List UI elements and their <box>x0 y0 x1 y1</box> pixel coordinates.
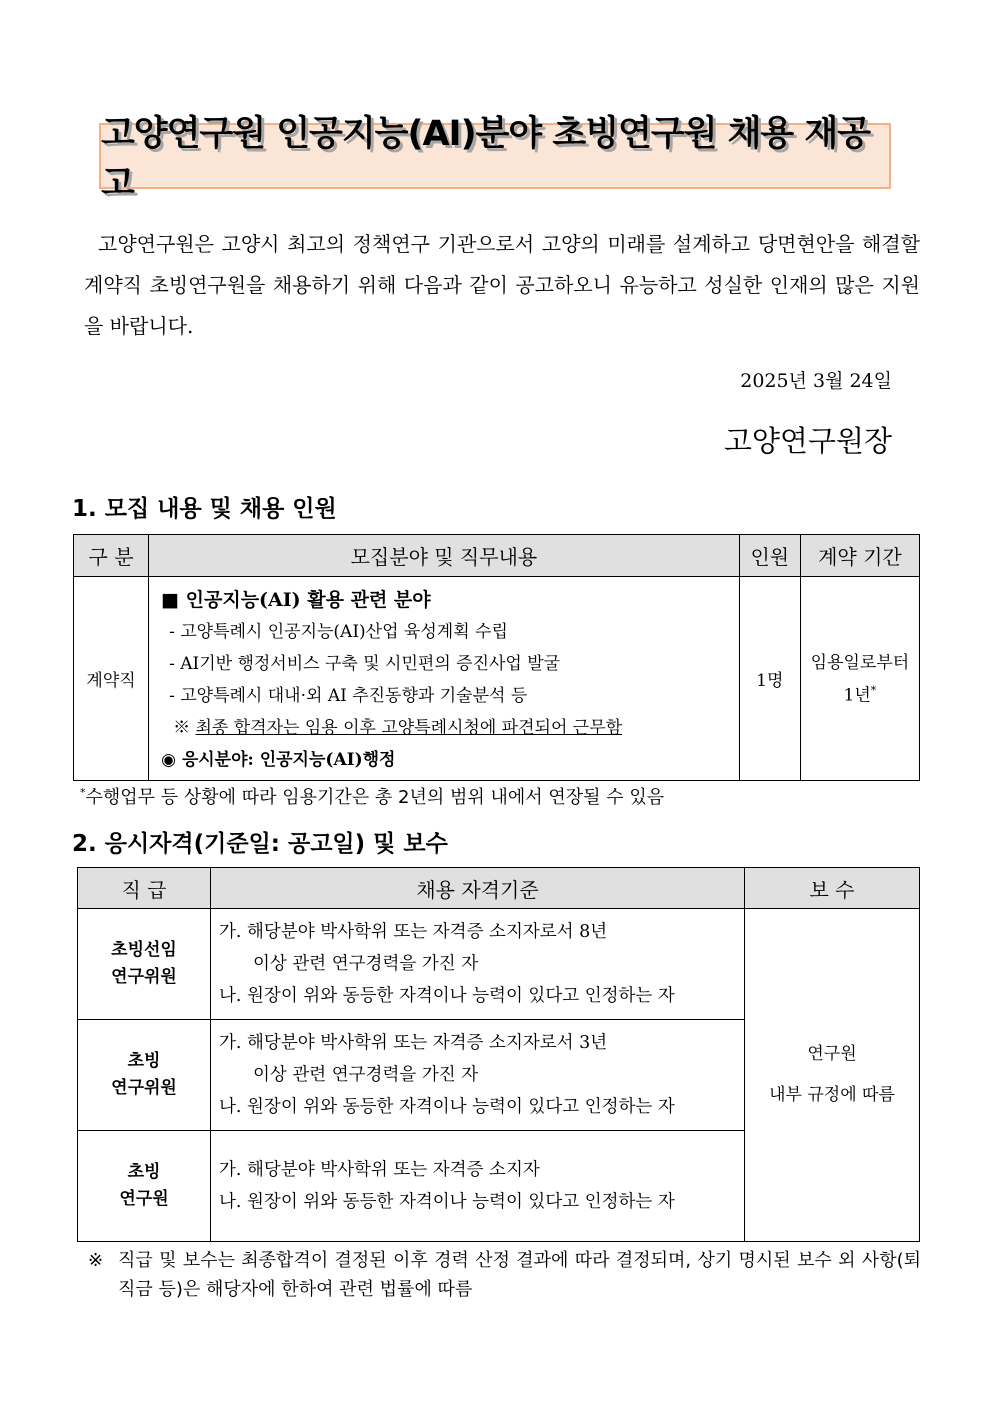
header-rank: 직 급 <box>78 868 211 909</box>
rank-cell <box>78 1131 211 1242</box>
headcount-cell: 1명 <box>739 577 800 781</box>
rank-line: 연구위원 <box>111 967 177 987</box>
pay-line: 연구원 <box>807 1044 857 1064</box>
header-category: 구 분 <box>74 535 149 577</box>
rank-line: 초빙선임 <box>111 940 177 960</box>
duty-item: - 고양특례시 대내·외 AI 추진동향과 기술분석 등 <box>169 686 528 706</box>
criteria-line: 가. 해당분야 박사학위 또는 자격증 소지자로서 8년 <box>219 922 608 942</box>
rank-cell <box>78 909 211 1020</box>
table-header-row <box>78 868 920 909</box>
footnote-mark: * <box>80 786 86 799</box>
rank-line: 초빙 <box>127 1162 161 1182</box>
header-duty: 모집분야 및 직무내용 <box>149 535 740 577</box>
rank-cell <box>78 1020 211 1131</box>
criteria-cell <box>211 909 745 1020</box>
field-title: ■ 인공지능(AI) 활용 관련 분야 <box>161 589 431 611</box>
recruitment-table <box>73 534 920 781</box>
section2-heading: 2. 응시자격(기준일: 공고일) 및 보수 <box>72 831 448 857</box>
intro-text: 고양연구원은 고양시 최고의 정책연구 기관으로서 고양의 미래를 설계하고 당면현안을 해결할 계약직 초빙연구원을 채용하기 위해 다음과 같이 공고하오니 유능하고 성실한 인재의 많은 지원을 바랍니다. <box>84 232 920 338</box>
note-mark: ※ <box>173 718 191 738</box>
criteria-line: 나. 원장이 위와 동등한 자격이나 능력이 있다고 인정하는 자 <box>219 1097 675 1117</box>
duty-item: - 고양특례시 인공지능(AI)산업 육성계획 수립 <box>169 622 508 642</box>
section1-heading: 1. 모집 내용 및 채용 인원 <box>72 496 337 522</box>
footnote-text: 수행업무 등 상황에 따라 임용기간은 총 2년의 범위 내에서 연장될 수 있음 <box>85 787 665 808</box>
note-text: 최종 합격자는 임용 이후 고양특례시청에 파견되어 근무함 <box>195 718 623 738</box>
header-pay: 보 수 <box>745 868 920 909</box>
announcement-date: 2025년 3월 24일 <box>740 370 892 392</box>
criteria-line: 가. 해당분야 박사학위 또는 자격증 소지자로서 3년 <box>219 1033 608 1053</box>
table-row <box>78 909 920 1020</box>
period-cell <box>800 577 919 781</box>
pay-line: 내부 규정에 따름 <box>769 1085 895 1105</box>
rank-line: 연구위원 <box>111 1078 177 1098</box>
period-line1: 임용일로부터 <box>810 653 910 674</box>
table-header-row <box>74 535 920 577</box>
period-line2: 1년 <box>843 685 871 706</box>
criteria-line: 이상 관련 연구경력을 가진 자 <box>253 954 479 974</box>
qualification-table <box>77 867 920 1242</box>
section2-footnote <box>88 1246 921 1304</box>
header-period: 계약 기간 <box>800 535 919 577</box>
apply-field: ◉ 응시분야: 인공지능(AI)행정 <box>161 750 396 770</box>
rank-line: 초빙 <box>127 1051 161 1071</box>
header-headcount: 인원 <box>739 535 800 577</box>
pay-cell <box>745 909 920 1242</box>
table-row <box>74 577 920 781</box>
period-mark: * <box>870 684 877 698</box>
criteria-line: 이상 관련 연구경력을 가진 자 <box>253 1065 479 1085</box>
footnote-mark: ※ <box>88 1250 104 1271</box>
category-cell: 계약직 <box>74 577 149 781</box>
rank-line: 연구원 <box>119 1189 169 1209</box>
intro-paragraph <box>84 224 920 347</box>
dispatch-note <box>161 712 739 744</box>
title-box <box>99 114 891 204</box>
criteria-cell <box>211 1131 745 1242</box>
header-criteria: 채용 자격기준 <box>211 868 745 909</box>
signer: 고양연구원장 <box>723 424 892 458</box>
duty-cell <box>149 577 740 781</box>
criteria-line: 가. 해당분야 박사학위 또는 자격증 소지자 <box>219 1160 540 1180</box>
section1-footnote <box>80 783 664 809</box>
criteria-line: 나. 원장이 위와 동등한 자격이나 능력이 있다고 인정하는 자 <box>219 986 675 1006</box>
duty-item: - AI기반 행정서비스 구축 및 시민편의 증진사업 발굴 <box>169 654 561 674</box>
footnote-text: 직급 및 보수는 최종합격이 결정된 이후 경력 산정 결과에 따라 결정되며, 상기 명시된 보수 외 사항(퇴직금 등)은 해당자에 한하여 관련 법률에 따름 <box>118 1250 921 1300</box>
criteria-cell <box>211 1020 745 1131</box>
document-title: 고양연구원 인공지능(AI)분야 초빙연구원 채용 재공고 <box>101 114 871 204</box>
criteria-line: 나. 원장이 위와 동등한 자격이나 능력이 있다고 인정하는 자 <box>219 1192 675 1212</box>
